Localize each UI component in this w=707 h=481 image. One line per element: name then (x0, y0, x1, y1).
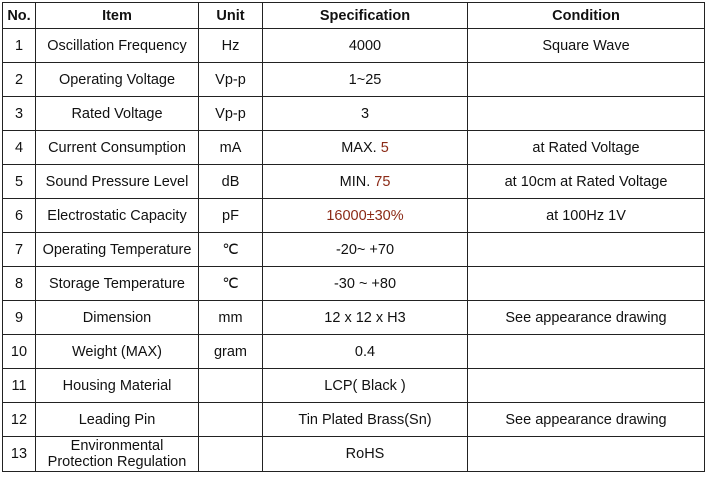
row-condition (468, 267, 705, 301)
table-header-row (3, 3, 705, 29)
row-unit: pF (199, 199, 263, 233)
row-unit: dB (199, 165, 263, 199)
row-unit (199, 369, 263, 403)
row-unit (199, 403, 263, 437)
row-item: Sound Pressure Level (36, 165, 199, 199)
spec-text: -20~ +70 (335, 241, 395, 258)
row-specification (263, 131, 468, 165)
row-condition (468, 97, 705, 131)
row-condition (468, 369, 705, 403)
row-specification (263, 199, 468, 233)
table-row (3, 301, 705, 335)
row-specification (263, 63, 468, 97)
row-no: 12 (3, 403, 36, 437)
spec-highlight: 5 (380, 139, 389, 156)
row-unit: Vp-p (199, 63, 263, 97)
row-condition: at 10cm at Rated Voltage (468, 165, 705, 199)
row-condition (468, 233, 705, 267)
row-item: Dimension (36, 301, 199, 335)
table-row (3, 233, 705, 267)
spec-text: LCP( Black ) (324, 377, 406, 394)
row-specification (263, 233, 468, 267)
spec-highlight: 16000±30% (326, 207, 404, 224)
row-unit: ℃ (199, 267, 263, 301)
row-item: Weight (MAX) (36, 335, 199, 369)
spec-text: -30 ~ +80 (333, 275, 397, 292)
spec-text: 12 x 12 x H3 (324, 309, 406, 326)
row-specification (263, 437, 468, 472)
row-item (36, 437, 199, 472)
row-specification (263, 369, 468, 403)
table-row (3, 403, 705, 437)
row-specification (263, 403, 468, 437)
row-unit (199, 437, 263, 472)
row-condition (468, 63, 705, 97)
spec-highlight: 75 (374, 173, 391, 190)
row-item: Rated Voltage (36, 97, 199, 131)
spec-text: RoHS (345, 446, 385, 462)
row-item: Operating Voltage (36, 63, 199, 97)
row-item: Leading Pin (36, 403, 199, 437)
row-no: 10 (3, 335, 36, 369)
row-no: 9 (3, 301, 36, 335)
row-item: Current Consumption (36, 131, 199, 165)
row-specification (263, 29, 468, 63)
row-item: Electrostatic Capacity (36, 199, 199, 233)
row-no: 4 (3, 131, 36, 165)
row-item: Operating Temperature (36, 233, 199, 267)
spec-text: 0.4 (354, 343, 376, 360)
row-condition: at Rated Voltage (468, 131, 705, 165)
row-item-line2: Protection Regulation (47, 454, 187, 470)
table-row (3, 131, 705, 165)
table-row (3, 29, 705, 63)
row-no: 13 (3, 437, 36, 472)
row-specification (263, 335, 468, 369)
row-condition: See appearance drawing (468, 301, 705, 335)
header-item: Item (36, 3, 199, 29)
header-condition: Condition (468, 3, 705, 29)
row-unit: gram (199, 335, 263, 369)
row-specification (263, 165, 468, 199)
row-condition (468, 335, 705, 369)
row-condition: See appearance drawing (468, 403, 705, 437)
spec-text: MAX. (341, 139, 381, 156)
row-no: 5 (3, 165, 36, 199)
header-no: No. (3, 3, 36, 29)
header-unit: Unit (199, 3, 263, 29)
row-item: Housing Material (36, 369, 199, 403)
row-unit: mm (199, 301, 263, 335)
row-unit: ℃ (199, 233, 263, 267)
specification-table (2, 2, 705, 472)
row-unit: Hz (199, 29, 263, 63)
spec-text: 3 (360, 105, 370, 122)
spec-text: 1~25 (348, 71, 382, 88)
spec-text: MIN. (339, 173, 375, 190)
header-specification: Specification (263, 3, 468, 29)
row-no: 11 (3, 369, 36, 403)
row-item: Oscillation Frequency (36, 29, 199, 63)
spec-text: 4000 (348, 37, 382, 54)
table-row (3, 165, 705, 199)
row-condition (468, 437, 705, 472)
table-row (3, 199, 705, 233)
table-row (3, 63, 705, 97)
row-no: 6 (3, 199, 36, 233)
row-specification (263, 267, 468, 301)
row-condition: Square Wave (468, 29, 705, 63)
table-row (3, 97, 705, 131)
row-specification (263, 301, 468, 335)
table-row (3, 437, 705, 472)
row-no: 8 (3, 267, 36, 301)
row-item: Storage Temperature (36, 267, 199, 301)
table-row (3, 335, 705, 369)
row-no: 3 (3, 97, 36, 131)
table-row (3, 369, 705, 403)
row-unit: Vp-p (199, 97, 263, 131)
row-no: 1 (3, 29, 36, 63)
spec-text: Tin Plated Brass(Sn) (298, 411, 432, 428)
row-condition: at 100Hz 1V (468, 199, 705, 233)
row-no: 7 (3, 233, 36, 267)
row-item-line1: Environmental (70, 438, 164, 454)
row-unit: mA (199, 131, 263, 165)
row-specification (263, 97, 468, 131)
row-no: 2 (3, 63, 36, 97)
table-row (3, 267, 705, 301)
